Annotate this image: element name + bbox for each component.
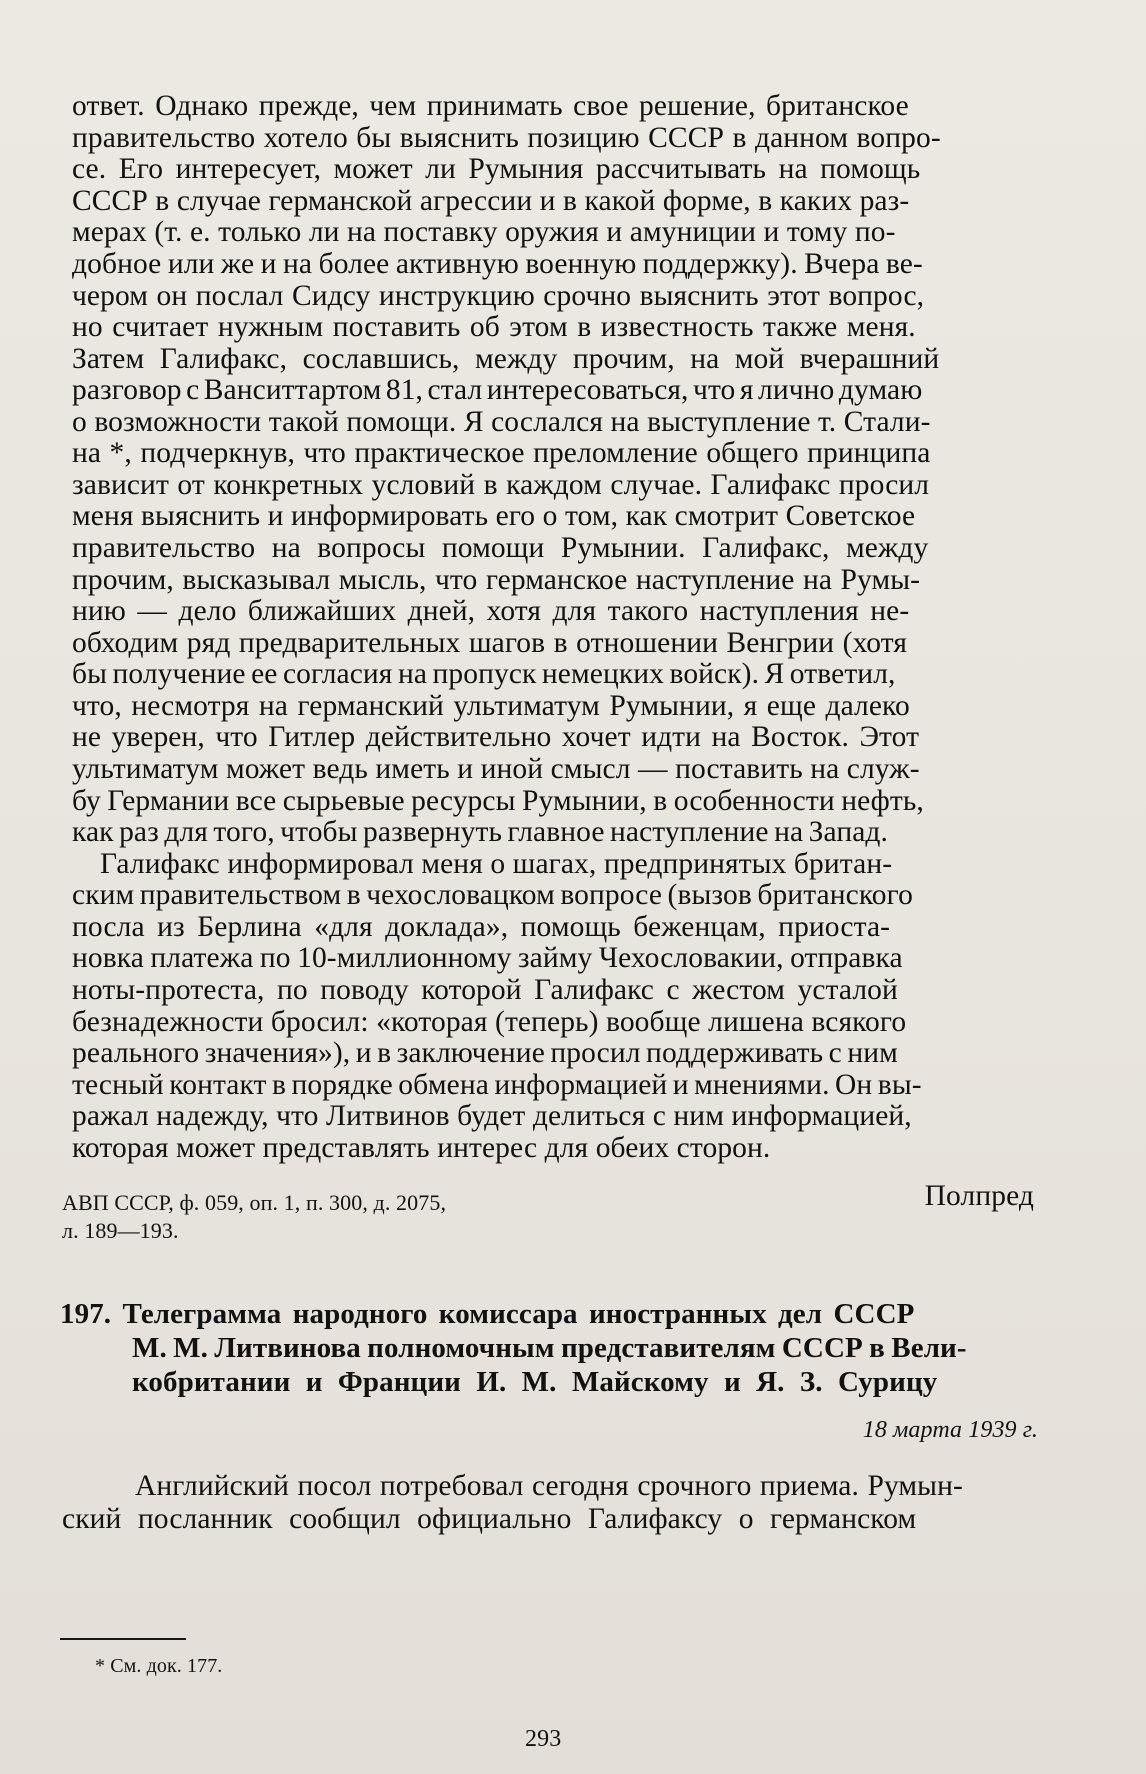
footnote: * См. док. 177.	[95, 1655, 223, 1677]
text-line: ским правительством в чехословацком вопросе (вызов британского	[72, 879, 913, 911]
text-line: зависит от конкретных условий в каждом случае. Галифакс просил	[72, 469, 930, 501]
text-line: безнадежности бросил: «которая (теперь) вообще лишена всякого	[72, 1006, 907, 1038]
text-line: не уверен, что Гитлер действительно хочет идти на Восток. Этот	[72, 721, 920, 753]
document-heading-line: 197. Телеграмма народного комиссара иностранных дел СССР	[60, 1298, 915, 1330]
document-heading-line: кобритании и Франции И. М. Майскому и Я. З. Сурицу	[132, 1366, 938, 1398]
text-line: которая может представлять интерес для обеих сторон.	[72, 1132, 771, 1164]
text-line: реального значения»), и в заключение просил поддерживать с ним	[72, 1037, 898, 1069]
document-heading-line: М. М. Литвинова полномочным представителям СССР в Вели-	[132, 1332, 967, 1364]
text-line: добное или же и на более активную военную поддержку). Вчера ве-	[72, 248, 923, 280]
text-line: правительство на вопросы помощи Румынии. Галифакс, между	[72, 532, 929, 564]
text-line: на *, подчеркнув, что практическое преломление общего принципа	[72, 437, 931, 469]
text-line: СССР в случае германской агрессии и в какой форме, в каких раз-	[72, 185, 910, 217]
text-line: нию — дело ближайших дней, хотя для такого наступления не-	[72, 595, 910, 627]
text-line: чером он послал Сидсу инструкцию срочно выяснить этот вопрос,	[72, 280, 925, 312]
text-line: бы получение ее согласия на пропуск немецких войск). Я ответил,	[72, 658, 896, 690]
text-line: но считает нужным поставить об этом в известность также меня.	[72, 311, 916, 343]
document-text-line: ский посланник сообщил официально Галифаксу о германском	[62, 1503, 917, 1535]
text-line: ультиматум может ведь иметь и иной смысл — поставить на служ-	[72, 753, 920, 785]
text-line: посла из Берлина «для доклада», помощь беженцам, приоста-	[72, 911, 891, 943]
text-line: о возможности такой помощи. Я сослался на выступление т. Стали-	[72, 406, 931, 438]
text-line: бу Германии все сырьевые ресурсы Румынии, в особенности нефть,	[72, 785, 924, 817]
text-line: что, несмотря на германский ультиматум Румынии, я еще далеко	[72, 690, 910, 722]
signature: Полпред	[924, 1180, 1034, 1212]
footnote-separator	[60, 1638, 186, 1640]
text-line: тесный контакт в порядке обмена информацией и мнениями. Он вы-	[72, 1069, 922, 1101]
text-line: как раз для того, чтобы развернуть главное наступление на Запад.	[72, 816, 888, 848]
text-line: ответ. Однако прежде, чем принимать свое решение, британское	[72, 90, 909, 122]
text-line: прочим, высказывал мысль, что германское наступление на Румы-	[72, 564, 921, 596]
text-line: меня выяснить и информировать его о том, как смотрит Советское	[72, 500, 916, 532]
page-number: 293	[525, 1726, 562, 1752]
text-line: Затем Галифакс, сославшись, между прочим, на мой вчерашний	[72, 343, 940, 375]
text-line: мерах (т. е. только ли на поставку оружия и амуниции и тому по-	[72, 216, 896, 248]
text-line: Галифакс информировал меня о шагах, предпринятых британ-	[100, 848, 893, 880]
archive-reference-line: л. 189—193.	[62, 1218, 179, 1243]
text-line: ражал надежду, что Литвинов будет делиться с ним информацией,	[72, 1100, 912, 1132]
document-text-line: Английский посол потребовал сегодня срочного приема. Румын-	[135, 1470, 963, 1502]
text-line: разговор с Ванситтартом 81, стал интересоваться, что я лично думаю	[72, 374, 923, 406]
archive-reference-line: АВП СССР, ф. 059, оп. 1, п. 300, д. 2075,	[62, 1190, 447, 1215]
document-date: 18 марта 1939 г.	[862, 1417, 1038, 1443]
text-line: се. Его интересует, может ли Румыния рассчитывать на помощь	[72, 153, 921, 185]
text-line: правительство хотело бы выяснить позицию СССР в данном вопро-	[72, 122, 941, 154]
text-line: ноты-протеста, по поводу которой Галифакс с жестом усталой	[72, 974, 898, 1006]
text-line: обходим ряд предварительных шагов в отношении Венгрии (хотя	[72, 627, 908, 659]
text-line: новка платежа по 10-миллионному займу Чехословакии, отправка	[72, 942, 903, 974]
